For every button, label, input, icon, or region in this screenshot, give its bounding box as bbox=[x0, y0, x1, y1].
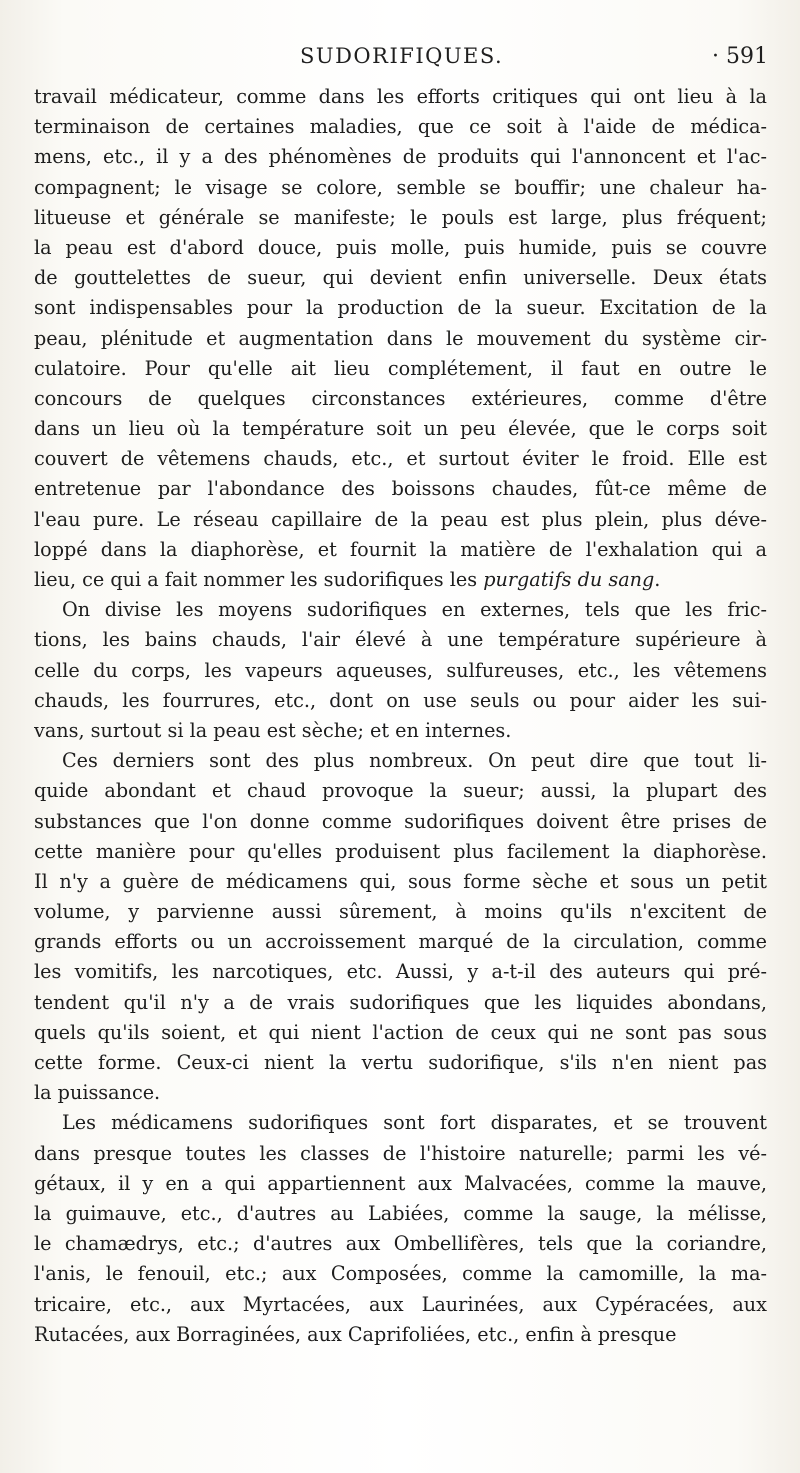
text-line: chauds, les fourrures, etc., dont on use seuls ou pour aider les sui- bbox=[34, 688, 767, 712]
paragraph bbox=[34, 82, 767, 595]
text-line: cette manière pour qu'elles produisent plus facilement la diaphorèse. bbox=[34, 839, 767, 863]
text-line: loppé dans la diaphorèse, et fournit la matière de l'exhalation qui a bbox=[34, 537, 767, 561]
text-line: quels qu'ils soient, et qui nient l'action de ceux qui ne sont pas sous bbox=[34, 1020, 767, 1044]
text-line: substances que l'on donne comme sudorifiques doivent être prises de bbox=[34, 809, 767, 833]
text-line: dans un lieu où la température soit un peu élevée, que le corps soit bbox=[34, 417, 767, 441]
paragraph bbox=[34, 595, 767, 746]
text-line: compagnent; le visage se colore, semble se bouffir; une chaleur ha- bbox=[34, 175, 767, 199]
text-line: grands efforts ou un accroissement marqué de la circulation, comme bbox=[34, 930, 767, 954]
text-line: culatoire. Pour qu'elle ait lieu complétement, il faut en outre le bbox=[34, 356, 767, 380]
text-line bbox=[34, 565, 767, 595]
text-line: la peau est d'abord douce, puis molle, puis humide, puis se couvre bbox=[34, 235, 767, 259]
text-line: la guimauve, etc., d'autres au Labiées, comme la sauge, la mélisse, bbox=[34, 1201, 767, 1225]
body-text bbox=[34, 82, 767, 1350]
text-line: cette forme. Ceux-ci nient la vertu sudorifique, s'ils n'en nient pas bbox=[34, 1051, 767, 1074]
text-segment: lieu, ce qui a fait nommer les sudorifiques les bbox=[34, 568, 484, 591]
text-line: On divise les moyens sudorifiques en externes, tels que les fric- bbox=[62, 598, 767, 622]
text-line: dans presque toutes les classes de l'histoire naturelle; parmi les vé- bbox=[34, 1141, 767, 1165]
text-segment: . bbox=[654, 568, 661, 591]
text-line: Il n'y a guère de médicamens qui, sous forme sèche et sous un petit bbox=[34, 869, 767, 893]
text-line: gétaux, il y en a qui appartiennent aux Malvacées, comme la mauve, bbox=[34, 1171, 767, 1195]
text-line: mens, etc., il y a des phénomènes de produits qui l'annoncent et l'ac- bbox=[34, 145, 767, 169]
text-line: terminaison de certaines maladies, que ce soit à l'aide de médica- bbox=[34, 115, 767, 139]
text-line: Ces derniers sont des plus nombreux. On peut dire que tout li- bbox=[62, 749, 767, 773]
paragraph bbox=[34, 746, 767, 1108]
text-line: Les médicamens sudorifiques sont fort disparates, et se trouvent bbox=[62, 1111, 767, 1135]
running-title: SUDORIFIQUES. bbox=[300, 44, 504, 68]
text-line: concours de quelques circonstances extérieures, comme d'être bbox=[34, 386, 767, 410]
text-line: litueuse et générale se manifeste; le pouls est large, plus fréquent; bbox=[34, 205, 767, 229]
paragraph bbox=[34, 1108, 767, 1350]
text-line: couvert de vêtemens chauds, etc., et surtout éviter le froid. Elle est bbox=[34, 447, 767, 471]
text-line: tricaire, etc., aux Myrtacées, aux Laurinées, aux Cypéracées, aux bbox=[34, 1292, 767, 1316]
running-head bbox=[0, 44, 800, 78]
italic-term: purgatifs du sang bbox=[483, 568, 655, 591]
text-line: quide abondant et chaud provoque la sueur; aussi, la plupart des bbox=[34, 779, 767, 803]
text-line: de gouttelettes de sueur, qui devient enfin universelle. Deux états bbox=[34, 266, 767, 290]
text-line: sont indispensables pour la production de la sueur. Excitation de la bbox=[34, 296, 767, 320]
text-line: tions, les bains chauds, l'air élevé à une température supérieure à bbox=[34, 628, 767, 652]
text-line: volume, y parvienne aussi sûrement, à moins qu'ils n'excitent de bbox=[34, 900, 767, 924]
text-line: vans, surtout si la peau est sèche; et en internes. bbox=[34, 718, 512, 742]
text-line: la puissance. bbox=[34, 1081, 161, 1105]
text-line: entretenue par l'abondance des boissons chaudes, fût-ce même de bbox=[34, 477, 767, 501]
text-line: les vomitifs, les narcotiques, etc. Aussi, y a-t-il des auteurs qui pré- bbox=[34, 960, 767, 984]
text-line: l'anis, le fenouil, etc.; aux Composées, comme la camomille, la ma- bbox=[34, 1262, 767, 1286]
text-line: le chamædrys, etc.; d'autres aux Ombellifères, tels que la coriandre, bbox=[34, 1232, 767, 1256]
text-line: travail médicateur, comme dans les efforts critiques qui ont lieu à la bbox=[34, 85, 767, 108]
page-number: · 591 bbox=[712, 44, 768, 69]
text-line: l'eau pure. Le réseau capillaire de la peau est plus plein, plus déve- bbox=[34, 507, 767, 531]
text-line: celle du corps, les vapeurs aqueuses, sulfureuses, etc., les vêtemens bbox=[34, 658, 767, 682]
text-line: peau, plénitude et augmentation dans le mouvement du système cir- bbox=[34, 326, 767, 350]
text-line: tendent qu'il n'y a de vrais sudorifiques que les liquides abondans, bbox=[34, 990, 767, 1014]
text-line: Rutacées, aux Borraginées, aux Caprifoliées, etc., enfin à presque bbox=[34, 1322, 677, 1346]
